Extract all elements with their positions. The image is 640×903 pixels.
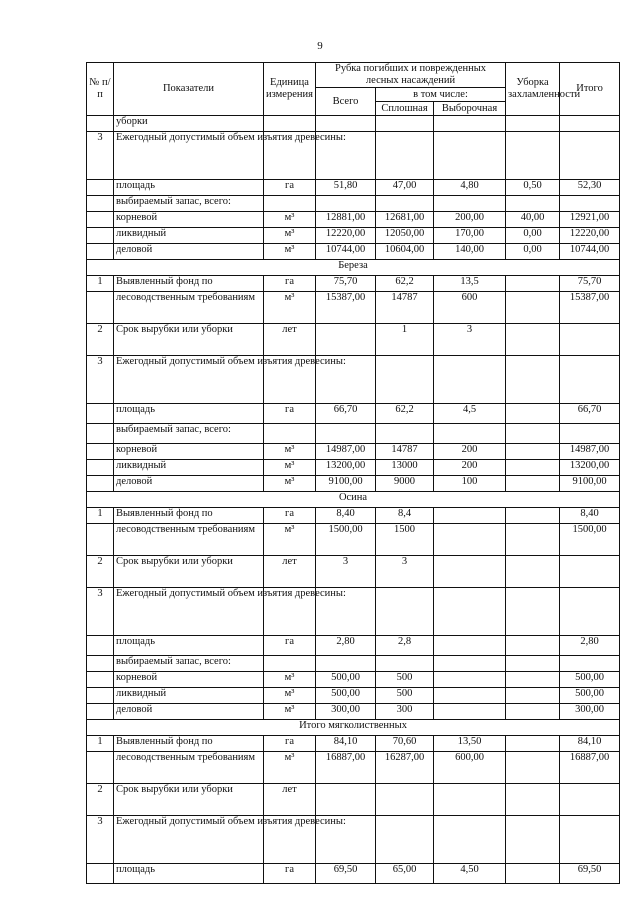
row-number-cell bbox=[87, 460, 114, 476]
itogo-cell: 14987,00 bbox=[560, 444, 620, 460]
table-row bbox=[87, 864, 620, 884]
clear-felling-cell: 8,4 bbox=[376, 508, 434, 524]
clear-felling-cell: 47,00 bbox=[376, 180, 434, 196]
header-itogo: Итого bbox=[560, 63, 620, 116]
itogo-cell: 84,10 bbox=[560, 736, 620, 752]
unit-cell: га bbox=[264, 404, 316, 424]
indicator-cell: лесоводственным требованиям bbox=[114, 752, 264, 784]
itogo-cell: 13200,00 bbox=[560, 460, 620, 476]
indicator-cell: Ежегодный допустимый объем изъятия древесины: bbox=[114, 816, 264, 864]
row-number-cell bbox=[87, 116, 114, 132]
total-cell bbox=[316, 784, 376, 816]
total-cell: 12881,00 bbox=[316, 212, 376, 228]
table-row bbox=[87, 784, 620, 816]
indicator-cell: ликвидный bbox=[114, 228, 264, 244]
indicator-cell: Выявленный фонд по bbox=[114, 276, 264, 292]
unit-cell: м³ bbox=[264, 460, 316, 476]
table-row bbox=[87, 424, 620, 444]
cleanup-cell bbox=[506, 356, 560, 404]
unit-cell bbox=[264, 424, 316, 444]
indicator-cell: уборки bbox=[114, 116, 264, 132]
indicator-cell: Ежегодный допустимый объем изъятия древесины: bbox=[114, 132, 264, 180]
indicator-cell: Срок вырубки или уборки bbox=[114, 324, 264, 356]
cleanup-cell bbox=[506, 196, 560, 212]
section-row bbox=[87, 492, 620, 508]
selective-felling-cell bbox=[434, 688, 506, 704]
row-number-cell: 3 bbox=[87, 356, 114, 404]
cleanup-cell bbox=[506, 588, 560, 636]
total-cell bbox=[316, 196, 376, 212]
unit-cell: га bbox=[264, 180, 316, 196]
row-number-cell bbox=[87, 688, 114, 704]
clear-felling-cell: 14787 bbox=[376, 444, 434, 460]
selective-felling-cell bbox=[434, 524, 506, 556]
indicator-cell: лесоводственным требованиям bbox=[114, 292, 264, 324]
row-number-cell: 1 bbox=[87, 276, 114, 292]
clear-felling-cell: 12050,00 bbox=[376, 228, 434, 244]
indicator-cell: Выявленный фонд по bbox=[114, 736, 264, 752]
row-number-cell bbox=[87, 752, 114, 784]
clear-felling-cell bbox=[376, 116, 434, 132]
total-cell: 300,00 bbox=[316, 704, 376, 720]
cleanup-cell bbox=[506, 276, 560, 292]
unit-cell: м³ bbox=[264, 672, 316, 688]
row-number-cell: 2 bbox=[87, 324, 114, 356]
cleanup-cell: 40,00 bbox=[506, 212, 560, 228]
header-num: № п/п bbox=[87, 63, 114, 116]
clear-felling-cell: 1 bbox=[376, 324, 434, 356]
itogo-cell: 1500,00 bbox=[560, 524, 620, 556]
total-cell: 16887,00 bbox=[316, 752, 376, 784]
cleanup-cell bbox=[506, 508, 560, 524]
indicator-cell: деловой bbox=[114, 476, 264, 492]
row-number-cell bbox=[87, 444, 114, 460]
unit-cell: м³ bbox=[264, 688, 316, 704]
clear-felling-cell bbox=[376, 424, 434, 444]
total-cell: 8,40 bbox=[316, 508, 376, 524]
clear-felling-cell: 16287,00 bbox=[376, 752, 434, 784]
selective-felling-cell bbox=[434, 356, 506, 404]
unit-cell: м³ bbox=[264, 292, 316, 324]
total-cell bbox=[316, 324, 376, 356]
selective-felling-cell: 13,50 bbox=[434, 736, 506, 752]
selective-felling-cell: 200 bbox=[434, 444, 506, 460]
unit-cell: м³ bbox=[264, 228, 316, 244]
itogo-cell bbox=[560, 656, 620, 672]
indicator-cell: Ежегодный допустимый объем изъятия древесины: bbox=[114, 356, 264, 404]
total-cell bbox=[316, 656, 376, 672]
itogo-cell bbox=[560, 588, 620, 636]
selective-felling-cell: 100 bbox=[434, 476, 506, 492]
selective-felling-cell bbox=[434, 784, 506, 816]
itogo-cell bbox=[560, 556, 620, 588]
header-indicator: Показатели bbox=[114, 63, 264, 116]
selective-felling-cell bbox=[434, 116, 506, 132]
row-number-cell bbox=[87, 180, 114, 196]
table-row bbox=[87, 816, 620, 864]
itogo-cell: 69,50 bbox=[560, 864, 620, 884]
indicator-cell: Срок вырубки или уборки bbox=[114, 556, 264, 588]
table-header bbox=[87, 63, 620, 116]
selective-felling-cell: 4,80 bbox=[434, 180, 506, 196]
table-row bbox=[87, 244, 620, 260]
total-cell: 9100,00 bbox=[316, 476, 376, 492]
itogo-cell bbox=[560, 196, 620, 212]
total-cell: 14987,00 bbox=[316, 444, 376, 460]
row-number-cell bbox=[87, 864, 114, 884]
header-total: Всего bbox=[316, 88, 376, 116]
selective-felling-cell: 4,5 bbox=[434, 404, 506, 424]
total-cell: 10744,00 bbox=[316, 244, 376, 260]
row-number-cell bbox=[87, 704, 114, 720]
clear-felling-cell bbox=[376, 196, 434, 212]
total-cell: 3 bbox=[316, 556, 376, 588]
total-cell: 15387,00 bbox=[316, 292, 376, 324]
indicator-cell: корневой bbox=[114, 212, 264, 228]
indicator-cell: площадь bbox=[114, 180, 264, 196]
unit-cell: м³ bbox=[264, 212, 316, 228]
cleanup-cell bbox=[506, 424, 560, 444]
clear-felling-cell: 12681,00 bbox=[376, 212, 434, 228]
selective-felling-cell bbox=[434, 508, 506, 524]
unit-cell: га bbox=[264, 508, 316, 524]
indicator-cell: ликвидный bbox=[114, 460, 264, 476]
itogo-cell: 8,40 bbox=[560, 508, 620, 524]
table-row bbox=[87, 116, 620, 132]
cleanup-cell bbox=[506, 864, 560, 884]
table-row bbox=[87, 688, 620, 704]
itogo-cell: 2,80 bbox=[560, 636, 620, 656]
itogo-cell bbox=[560, 324, 620, 356]
selective-felling-cell bbox=[434, 556, 506, 588]
selective-felling-cell bbox=[434, 704, 506, 720]
total-cell: 12220,00 bbox=[316, 228, 376, 244]
table-row bbox=[87, 588, 620, 636]
table-row bbox=[87, 228, 620, 244]
cleanup-cell bbox=[506, 556, 560, 588]
clear-felling-cell: 9000 bbox=[376, 476, 434, 492]
table-row bbox=[87, 196, 620, 212]
itogo-cell bbox=[560, 424, 620, 444]
selective-felling-cell: 3 bbox=[434, 324, 506, 356]
row-number-cell bbox=[87, 476, 114, 492]
table-row bbox=[87, 736, 620, 752]
itogo-cell: 500,00 bbox=[560, 672, 620, 688]
page-number: 9 bbox=[317, 40, 323, 52]
row-number-cell: 1 bbox=[87, 508, 114, 524]
table-row bbox=[87, 212, 620, 228]
cleanup-cell bbox=[506, 404, 560, 424]
unit-cell: м³ bbox=[264, 444, 316, 460]
cleanup-cell bbox=[506, 752, 560, 784]
table-row bbox=[87, 292, 620, 324]
indicator-cell: Срок вырубки или уборки bbox=[114, 784, 264, 816]
selective-felling-cell bbox=[434, 636, 506, 656]
indicator-cell: деловой bbox=[114, 704, 264, 720]
cleanup-cell bbox=[506, 656, 560, 672]
header-cleanup: Уборка захламленности bbox=[506, 63, 560, 116]
row-number-cell bbox=[87, 228, 114, 244]
total-cell: 13200,00 bbox=[316, 460, 376, 476]
clear-felling-cell bbox=[376, 132, 434, 180]
cleanup-cell bbox=[506, 116, 560, 132]
section-row bbox=[87, 720, 620, 736]
indicator-cell: Выявленный фонд по bbox=[114, 508, 264, 524]
selective-felling-cell: 170,00 bbox=[434, 228, 506, 244]
itogo-cell bbox=[560, 784, 620, 816]
indicator-cell: площадь bbox=[114, 864, 264, 884]
total-cell: 51,80 bbox=[316, 180, 376, 196]
total-cell: 500,00 bbox=[316, 672, 376, 688]
clear-felling-cell bbox=[376, 656, 434, 672]
total-cell: 2,80 bbox=[316, 636, 376, 656]
clear-felling-cell: 3 bbox=[376, 556, 434, 588]
clear-felling-cell bbox=[376, 356, 434, 404]
cleanup-cell bbox=[506, 444, 560, 460]
clear-felling-cell: 1500 bbox=[376, 524, 434, 556]
selective-felling-cell: 200,00 bbox=[434, 212, 506, 228]
row-number-cell: 3 bbox=[87, 132, 114, 180]
indicator-cell: выбираемый запас, всего: bbox=[114, 656, 264, 672]
table-row bbox=[87, 556, 620, 588]
section-title: Береза bbox=[87, 260, 620, 276]
clear-felling-cell bbox=[376, 784, 434, 816]
unit-cell: га bbox=[264, 276, 316, 292]
itogo-cell: 9100,00 bbox=[560, 476, 620, 492]
total-cell bbox=[316, 116, 376, 132]
unit-cell: га bbox=[264, 864, 316, 884]
unit-cell: лет bbox=[264, 556, 316, 588]
unit-cell: га bbox=[264, 736, 316, 752]
cleanup-cell bbox=[506, 324, 560, 356]
clear-felling-cell: 70,60 bbox=[376, 736, 434, 752]
table-row bbox=[87, 132, 620, 180]
row-number-cell: 2 bbox=[87, 784, 114, 816]
row-number-cell bbox=[87, 212, 114, 228]
clear-felling-cell bbox=[376, 816, 434, 864]
selective-felling-cell bbox=[434, 132, 506, 180]
cleanup-cell bbox=[506, 524, 560, 556]
selective-felling-cell bbox=[434, 656, 506, 672]
itogo-cell: 16887,00 bbox=[560, 752, 620, 784]
table-row bbox=[87, 276, 620, 292]
cleanup-cell: 0,00 bbox=[506, 244, 560, 260]
cleanup-cell bbox=[506, 132, 560, 180]
unit-cell: га bbox=[264, 636, 316, 656]
table-row bbox=[87, 672, 620, 688]
clear-felling-cell: 2,8 bbox=[376, 636, 434, 656]
selective-felling-cell bbox=[434, 588, 506, 636]
header-selective: Выборочная bbox=[434, 102, 506, 116]
indicator-cell: деловой bbox=[114, 244, 264, 260]
row-number-cell: 3 bbox=[87, 588, 114, 636]
table-body bbox=[87, 116, 620, 884]
section-title: Осина bbox=[87, 492, 620, 508]
row-number-cell bbox=[87, 196, 114, 212]
total-cell: 1500,00 bbox=[316, 524, 376, 556]
table-row bbox=[87, 444, 620, 460]
table-row bbox=[87, 508, 620, 524]
table-row bbox=[87, 656, 620, 672]
selective-felling-cell bbox=[434, 816, 506, 864]
total-cell: 84,10 bbox=[316, 736, 376, 752]
selective-felling-cell bbox=[434, 424, 506, 444]
table-row bbox=[87, 460, 620, 476]
cleanup-cell bbox=[506, 460, 560, 476]
unit-cell bbox=[264, 196, 316, 212]
itogo-cell: 300,00 bbox=[560, 704, 620, 720]
row-number-cell bbox=[87, 636, 114, 656]
header-clear: Сплошная bbox=[376, 102, 434, 116]
unit-cell: м³ bbox=[264, 752, 316, 784]
header-including: в том числе: bbox=[376, 88, 506, 102]
section-title: Итого мягколиственных bbox=[87, 720, 620, 736]
unit-cell: лет bbox=[264, 784, 316, 816]
clear-felling-cell: 65,00 bbox=[376, 864, 434, 884]
header-unit: Единица измерения bbox=[264, 63, 316, 116]
itogo-cell bbox=[560, 132, 620, 180]
cleanup-cell bbox=[506, 816, 560, 864]
itogo-cell: 10744,00 bbox=[560, 244, 620, 260]
indicator-cell: площадь bbox=[114, 404, 264, 424]
cleanup-cell: 0,50 bbox=[506, 180, 560, 196]
itogo-cell bbox=[560, 116, 620, 132]
selective-felling-cell: 200 bbox=[434, 460, 506, 476]
cleanup-cell bbox=[506, 636, 560, 656]
cleanup-cell bbox=[506, 292, 560, 324]
itogo-cell: 52,30 bbox=[560, 180, 620, 196]
unit-cell bbox=[264, 116, 316, 132]
unit-cell bbox=[264, 656, 316, 672]
total-cell bbox=[316, 424, 376, 444]
total-cell: 500,00 bbox=[316, 688, 376, 704]
table-row bbox=[87, 704, 620, 720]
itogo-cell: 66,70 bbox=[560, 404, 620, 424]
unit-cell: м³ bbox=[264, 476, 316, 492]
table-row bbox=[87, 356, 620, 404]
cleanup-cell bbox=[506, 704, 560, 720]
itogo-cell: 15387,00 bbox=[560, 292, 620, 324]
itogo-cell: 75,70 bbox=[560, 276, 620, 292]
clear-felling-cell: 62,2 bbox=[376, 404, 434, 424]
clear-felling-cell: 13000 bbox=[376, 460, 434, 476]
row-number-cell: 3 bbox=[87, 816, 114, 864]
indicator-cell: ликвидный bbox=[114, 688, 264, 704]
clear-felling-cell: 10604,00 bbox=[376, 244, 434, 260]
selective-felling-cell: 4,50 bbox=[434, 864, 506, 884]
selective-felling-cell: 600,00 bbox=[434, 752, 506, 784]
itogo-cell bbox=[560, 816, 620, 864]
indicator-cell: корневой bbox=[114, 672, 264, 688]
itogo-cell: 12921,00 bbox=[560, 212, 620, 228]
row-number-cell bbox=[87, 524, 114, 556]
row-number-cell bbox=[87, 292, 114, 324]
row-number-cell: 1 bbox=[87, 736, 114, 752]
cleanup-cell: 0,00 bbox=[506, 228, 560, 244]
itogo-cell: 12220,00 bbox=[560, 228, 620, 244]
indicator-cell: площадь bbox=[114, 636, 264, 656]
cleanup-cell bbox=[506, 784, 560, 816]
itogo-cell bbox=[560, 356, 620, 404]
clear-felling-cell: 500 bbox=[376, 688, 434, 704]
unit-cell: лет bbox=[264, 324, 316, 356]
selective-felling-cell bbox=[434, 672, 506, 688]
table-row bbox=[87, 476, 620, 492]
clear-felling-cell bbox=[376, 588, 434, 636]
table-row bbox=[87, 324, 620, 356]
clear-felling-cell: 500 bbox=[376, 672, 434, 688]
table-row bbox=[87, 404, 620, 424]
cleanup-cell bbox=[506, 736, 560, 752]
table-row bbox=[87, 180, 620, 196]
indicators-table bbox=[86, 62, 620, 884]
indicator-cell: выбираемый запас, всего: bbox=[114, 196, 264, 212]
total-cell: 69,50 bbox=[316, 864, 376, 884]
table-row bbox=[87, 524, 620, 556]
cleanup-cell bbox=[506, 672, 560, 688]
row-number-cell bbox=[87, 424, 114, 444]
itogo-cell: 500,00 bbox=[560, 688, 620, 704]
row-number-cell: 2 bbox=[87, 556, 114, 588]
row-number-cell bbox=[87, 244, 114, 260]
unit-cell: м³ bbox=[264, 244, 316, 260]
row-number-cell bbox=[87, 656, 114, 672]
indicator-cell: лесоводственным требованиям bbox=[114, 524, 264, 556]
row-number-cell bbox=[87, 672, 114, 688]
unit-cell: м³ bbox=[264, 524, 316, 556]
selective-felling-cell: 13,5 bbox=[434, 276, 506, 292]
total-cell: 75,70 bbox=[316, 276, 376, 292]
cleanup-cell bbox=[506, 688, 560, 704]
section-row bbox=[87, 260, 620, 276]
header-felling: Рубка погибших и поврежденных лесных насаждений bbox=[316, 63, 506, 88]
table-row bbox=[87, 636, 620, 656]
cleanup-cell bbox=[506, 476, 560, 492]
clear-felling-cell: 62,2 bbox=[376, 276, 434, 292]
total-cell: 66,70 bbox=[316, 404, 376, 424]
indicator-cell: корневой bbox=[114, 444, 264, 460]
indicator-cell: выбираемый запас, всего: bbox=[114, 424, 264, 444]
table-row bbox=[87, 752, 620, 784]
indicator-cell: Ежегодный допустимый объем изъятия древесины: bbox=[114, 588, 264, 636]
clear-felling-cell: 300 bbox=[376, 704, 434, 720]
selective-felling-cell: 140,00 bbox=[434, 244, 506, 260]
clear-felling-cell: 14787 bbox=[376, 292, 434, 324]
row-number-cell bbox=[87, 404, 114, 424]
selective-felling-cell: 600 bbox=[434, 292, 506, 324]
selective-felling-cell bbox=[434, 196, 506, 212]
unit-cell: м³ bbox=[264, 704, 316, 720]
